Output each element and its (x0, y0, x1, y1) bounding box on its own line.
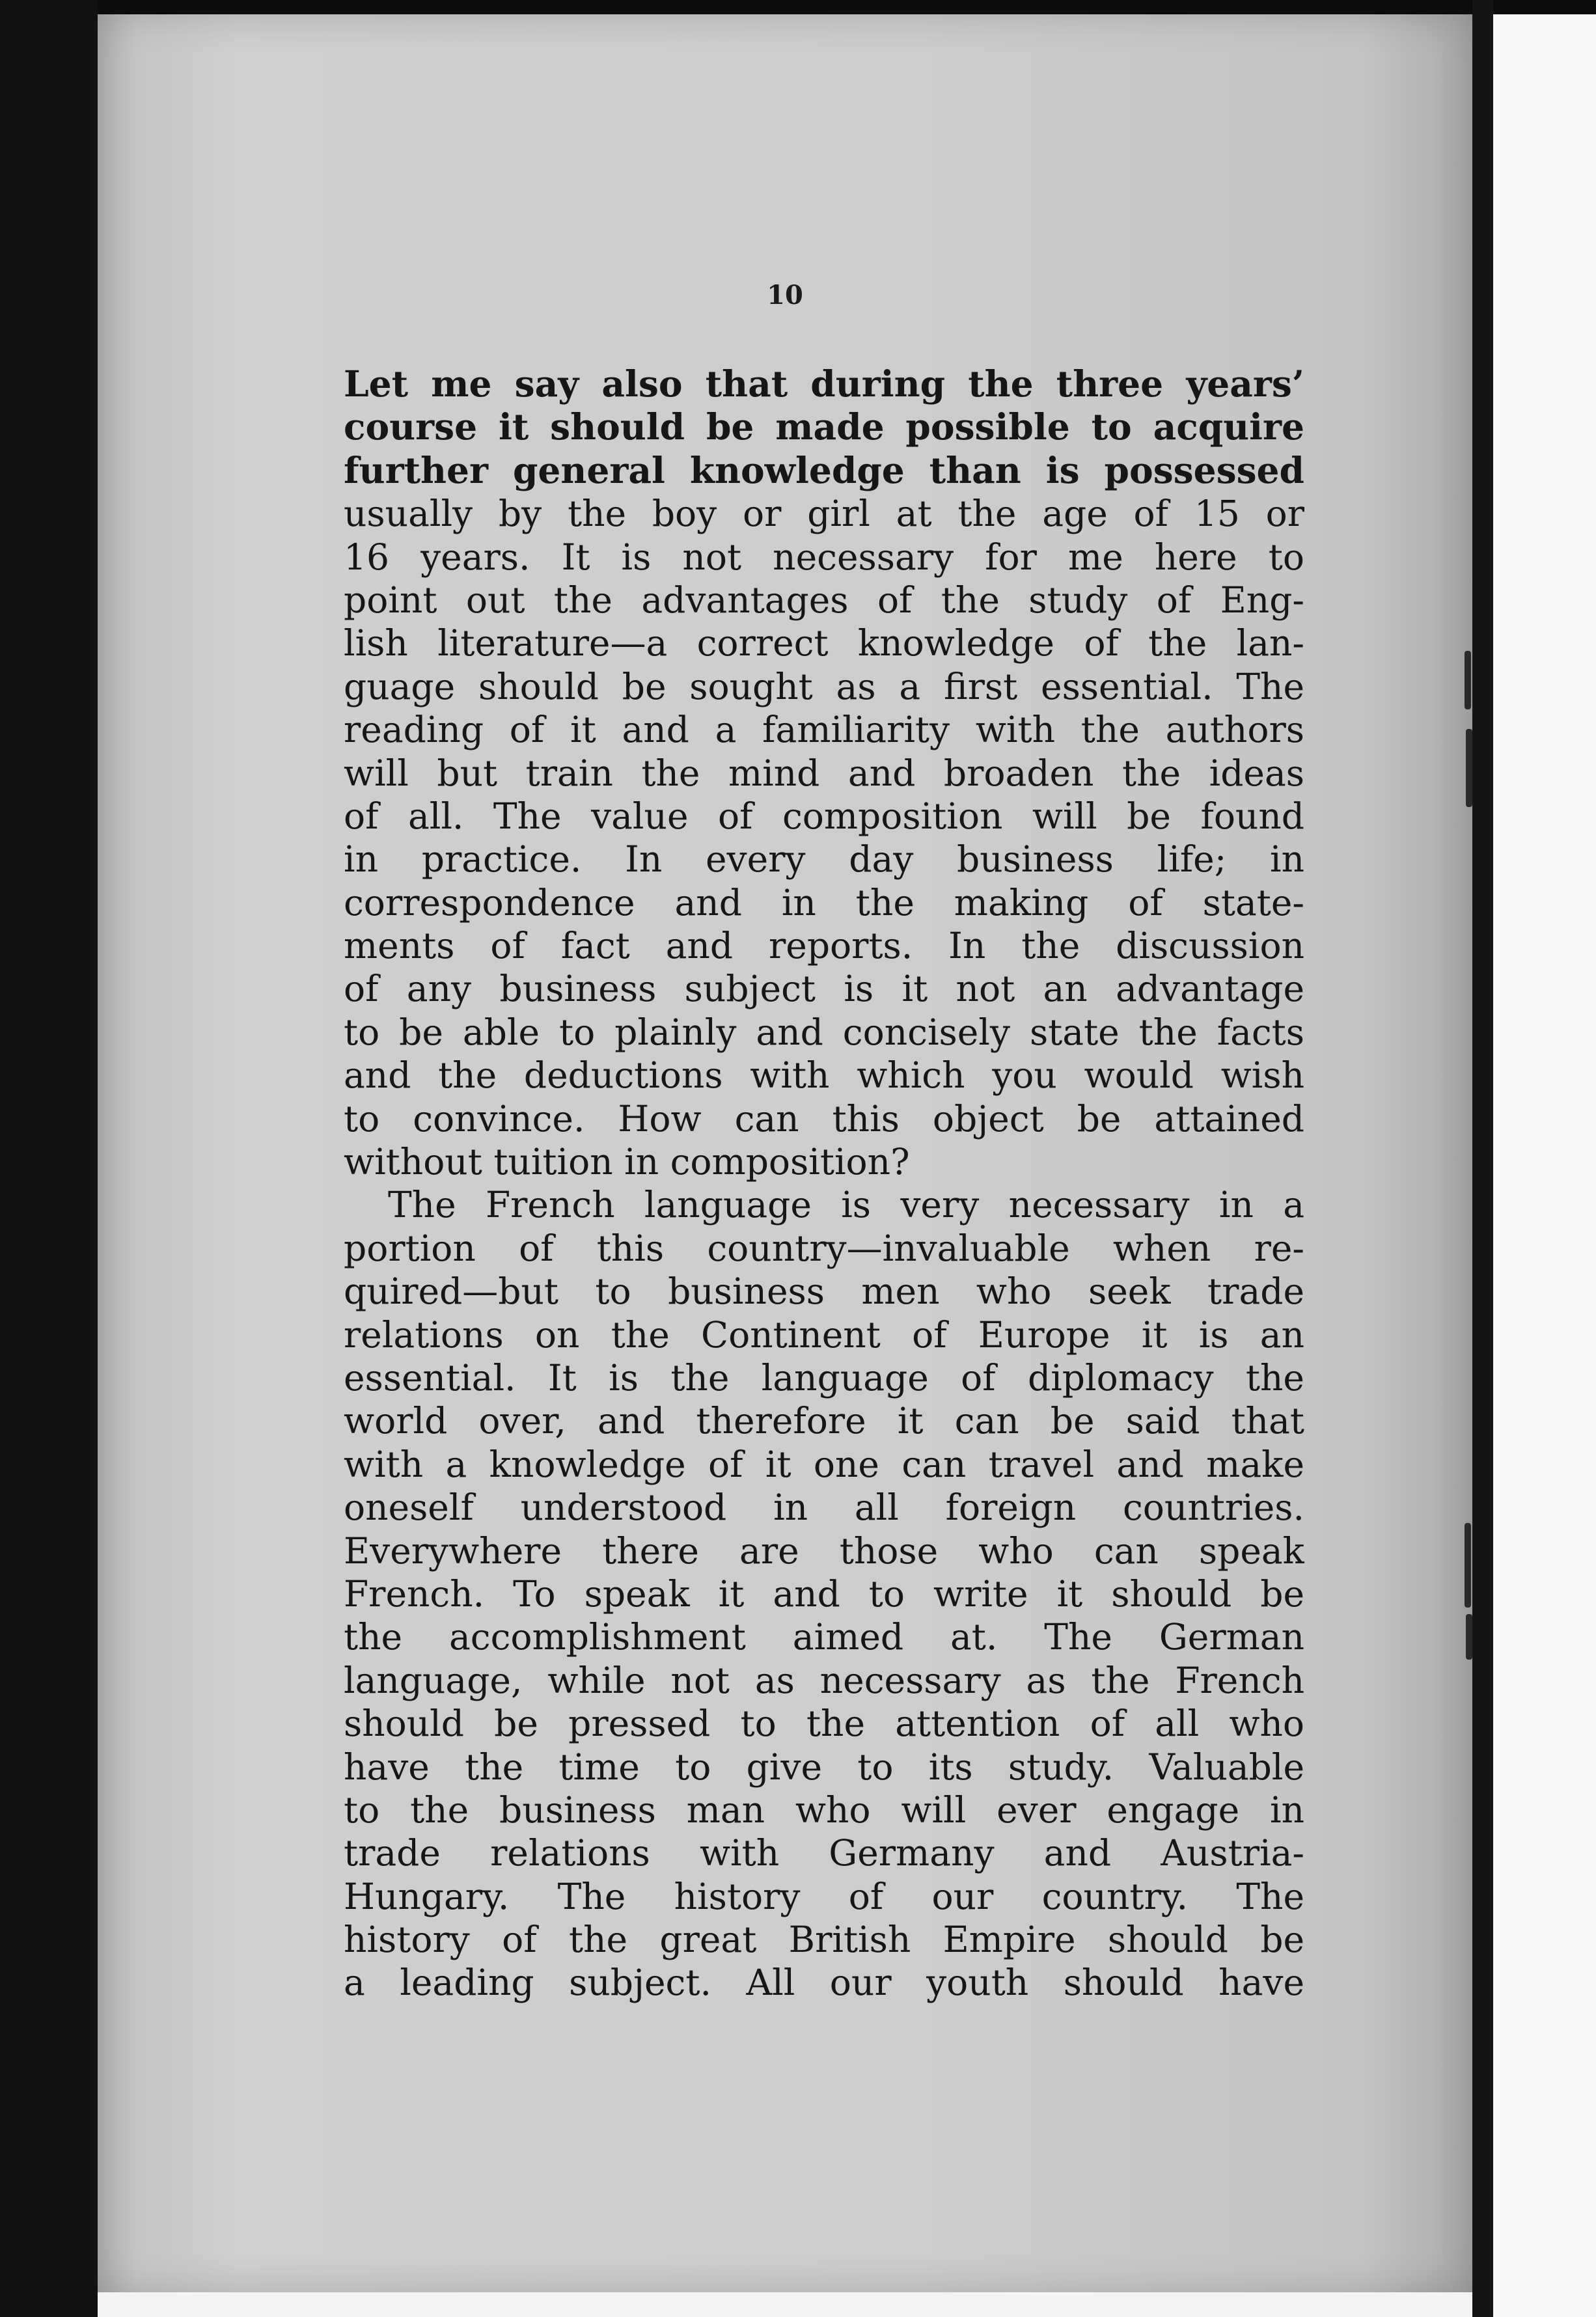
scan-right-margin (1493, 14, 1596, 2317)
text-line: French. To speak it and to write it should be (344, 1572, 1304, 1615)
text-line: in practice. In every day business life; in (344, 838, 1304, 881)
text-line: with a knowledge of it one can travel and make (344, 1443, 1304, 1485)
text-line: to the business man who will ever engage in (344, 1789, 1304, 1831)
text-line: essential. It is the language of diplomacy the (344, 1356, 1304, 1399)
scan-left-border (0, 0, 98, 2317)
text-line: point out the advantages of the study of Eng- (344, 579, 1304, 621)
text-line: language, while not as necessary as the French (344, 1659, 1304, 1701)
page-number: 10 (767, 280, 803, 310)
text-line: reading of it and a familiarity with the authors (344, 709, 1304, 751)
text-line: correspondence and in the making of state- (344, 881, 1304, 924)
text-line: further general knowledge than is possessed (344, 448, 1304, 491)
binding-mark (1466, 1614, 1472, 1660)
text-line: should be pressed to the attention of all who (344, 1703, 1304, 1745)
binding-mark (1465, 651, 1471, 709)
text-line: have the time to give to its study. Valuable (344, 1746, 1304, 1788)
binding-mark (1465, 1523, 1471, 1608)
text-line: to be able to plainly and concisely state the facts (344, 1011, 1304, 1053)
text-line: without tuition in composition? (344, 1141, 910, 1183)
binding-mark (1466, 729, 1472, 807)
text-line: relations on the Continent of Europe it is an (344, 1313, 1304, 1356)
text-line: and the deductions with which you would wish (344, 1054, 1304, 1097)
text-line: to convince. How can this object be attained (344, 1097, 1304, 1140)
scan-binding-edge (1472, 0, 1493, 2317)
text-line: Let me say also that during the three years’ (344, 363, 1304, 405)
text-line: 16 years. It is not necessary for me here to (344, 536, 1304, 578)
text-line: ments of fact and reports. In the discussion (344, 925, 1304, 967)
scan-top-border (0, 0, 1596, 14)
text-line: quired—but to business men who seek trade (344, 1270, 1304, 1313)
text-line: oneself understood in all foreign countries. (344, 1487, 1304, 1529)
text-line: course it should be made possible to acquire (344, 405, 1304, 448)
text-line: portion of this country—invaluable when re- (344, 1227, 1304, 1269)
book-page (98, 14, 1472, 2292)
text-line: the accomplishment aimed at. The German (344, 1616, 1304, 1658)
text-line: lish literature—a correct knowledge of the lan- (344, 622, 1304, 665)
body-text (344, 363, 1304, 2005)
text-line: usually by the boy or girl at the age of 15 or (344, 493, 1304, 535)
text-line: of any business subject is it not an advantage (344, 968, 1304, 1010)
text-line: of all. The value of composition will be found (344, 795, 1304, 837)
text-line: Hungary. The history of our country. The (344, 1875, 1304, 1917)
text-line: world over, and therefore it can be said that (344, 1400, 1304, 1442)
text-line: will but train the mind and broaden the ideas (344, 752, 1304, 794)
text-line: guage should be sought as a first essential. The (344, 665, 1304, 707)
text-line: trade relations with Germany and Austria- (344, 1832, 1304, 1874)
text-line: The French language is very necessary in a (388, 1184, 1304, 1226)
text-line: Everywhere there are those who can speak (344, 1529, 1304, 1572)
text-line: history of the great British Empire should be (344, 1919, 1304, 1961)
text-line: a leading subject. All our youth should have (344, 1962, 1304, 2004)
